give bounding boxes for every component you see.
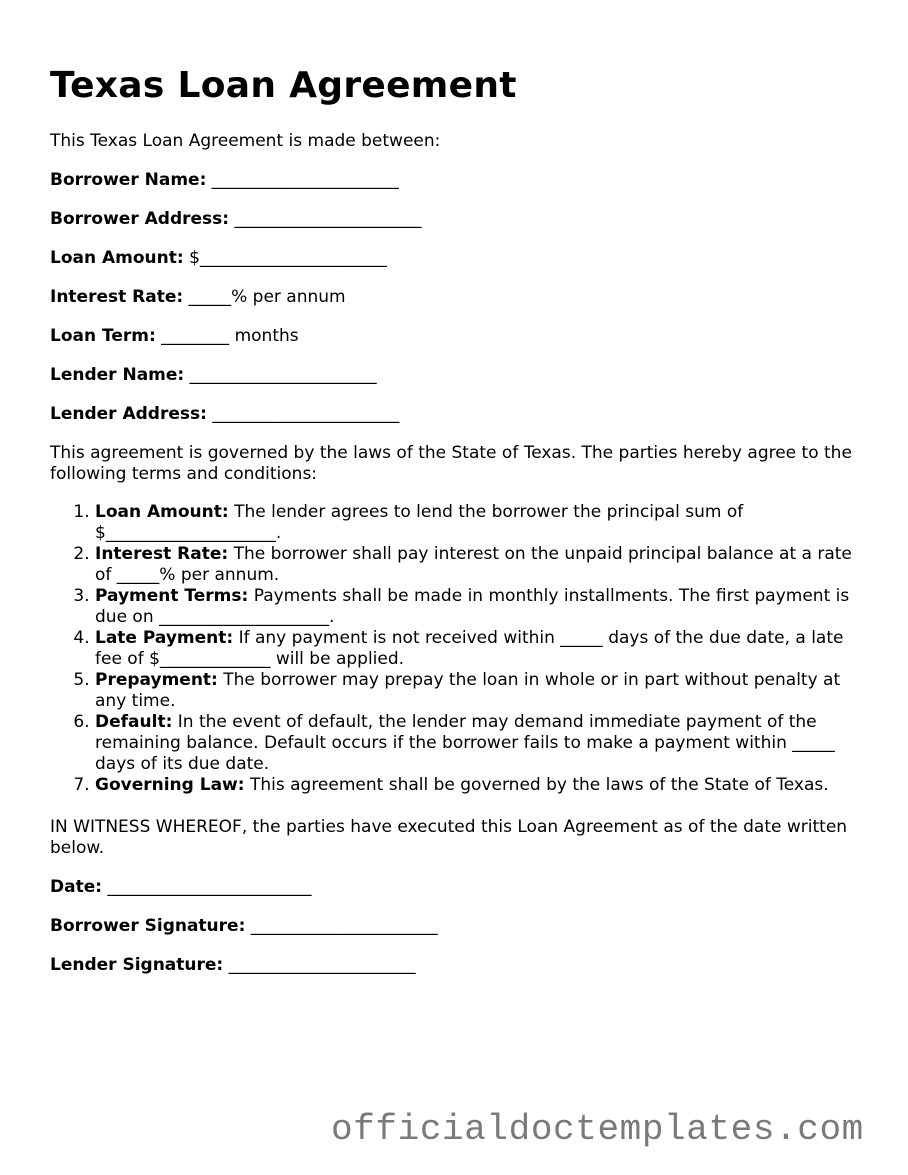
- term-label: Default:: [95, 712, 173, 732]
- term-label: Governing Law:: [95, 775, 245, 795]
- term-text: If any payment is not received within _____ days of the due date, a late fee of $_____________ will be applied.: [95, 628, 844, 669]
- term-label: Loan Amount:: [95, 502, 229, 522]
- governing-intro: This agreement is governed by the laws of the State of Texas. The parties hereby agree to the following terms and conditions:: [50, 443, 852, 484]
- watermark: officialdoctemplates.com: [331, 1109, 864, 1150]
- witness-text: IN WITNESS WHEREOF, the parties have executed this Loan Agreement as of the date written below.: [50, 817, 848, 858]
- field-label: Lender Address:: [50, 404, 207, 424]
- term-prepayment: [95, 670, 865, 712]
- terms-list: [50, 502, 865, 796]
- term-governing-law: [95, 775, 865, 796]
- field-label: Interest Rate:: [50, 287, 184, 307]
- term-text: The borrower may prepay the loan in whole or in part without penalty at any time.: [95, 670, 841, 711]
- term-late-payment: [95, 628, 865, 670]
- field-blank: ______________________: [206, 170, 399, 190]
- term-text: The borrower shall pay interest on the unpaid principal balance at a rate of _____% per annum.: [95, 544, 852, 585]
- field-blank: ________ months: [155, 326, 299, 346]
- signature-date: [50, 877, 311, 898]
- signature-label: Date:: [50, 877, 103, 897]
- term-text: In the event of default, the lender may demand immediate payment of the remaining balance. Default occurs if the borrower fails to make a payment within _____ days of its due date.: [95, 712, 835, 774]
- field-loan-term: [50, 326, 299, 347]
- field-borrower-name: [50, 170, 399, 191]
- term-label: Interest Rate:: [95, 544, 229, 564]
- field-blank: ______________________: [184, 365, 377, 385]
- field-blank: $______________________: [183, 248, 387, 268]
- term-loan-amount: [95, 502, 865, 544]
- field-lender-name: [50, 365, 377, 386]
- page-title: Texas Loan Agreement: [50, 65, 517, 106]
- field-label: Loan Amount:: [50, 248, 184, 268]
- intro-text: This Texas Loan Agreement is made between:: [50, 131, 441, 151]
- term-label: Prepayment:: [95, 670, 218, 690]
- field-borrower-address: [50, 209, 421, 230]
- field-blank: ______________________: [206, 404, 400, 424]
- signature-label: Lender Signature:: [50, 955, 224, 975]
- term-text: Payments shall be made in monthly installments. The first payment is due on ____________________.: [95, 586, 850, 627]
- field-label: Borrower Name:: [50, 170, 207, 190]
- term-label: Late Payment:: [95, 628, 234, 648]
- term-payment-terms: [95, 586, 865, 628]
- term-text: The lender agrees to lend the borrower the principal sum of $____________________.: [95, 502, 744, 543]
- signature-blank: ________________________: [102, 877, 312, 897]
- signature-label: Borrower Signature:: [50, 916, 246, 936]
- term-interest-rate: [95, 544, 865, 586]
- term-default: [95, 712, 865, 775]
- field-lender-address: [50, 404, 399, 425]
- signature-blank: ______________________: [245, 916, 438, 936]
- field-blank: ______________________: [229, 209, 422, 229]
- field-label: Borrower Address:: [50, 209, 230, 229]
- term-label: Payment Terms:: [95, 586, 249, 606]
- signature-borrower: [50, 916, 438, 937]
- field-interest-rate: [50, 287, 346, 308]
- term-text: This agreement shall be governed by the laws of the State of Texas.: [244, 775, 829, 795]
- field-blank: _____% per annum: [183, 287, 346, 307]
- signature-blank: ______________________: [223, 955, 416, 975]
- field-loan-amount: [50, 248, 387, 269]
- field-label: Loan Term:: [50, 326, 156, 346]
- signature-lender: [50, 955, 416, 976]
- field-label: Lender Name:: [50, 365, 185, 385]
